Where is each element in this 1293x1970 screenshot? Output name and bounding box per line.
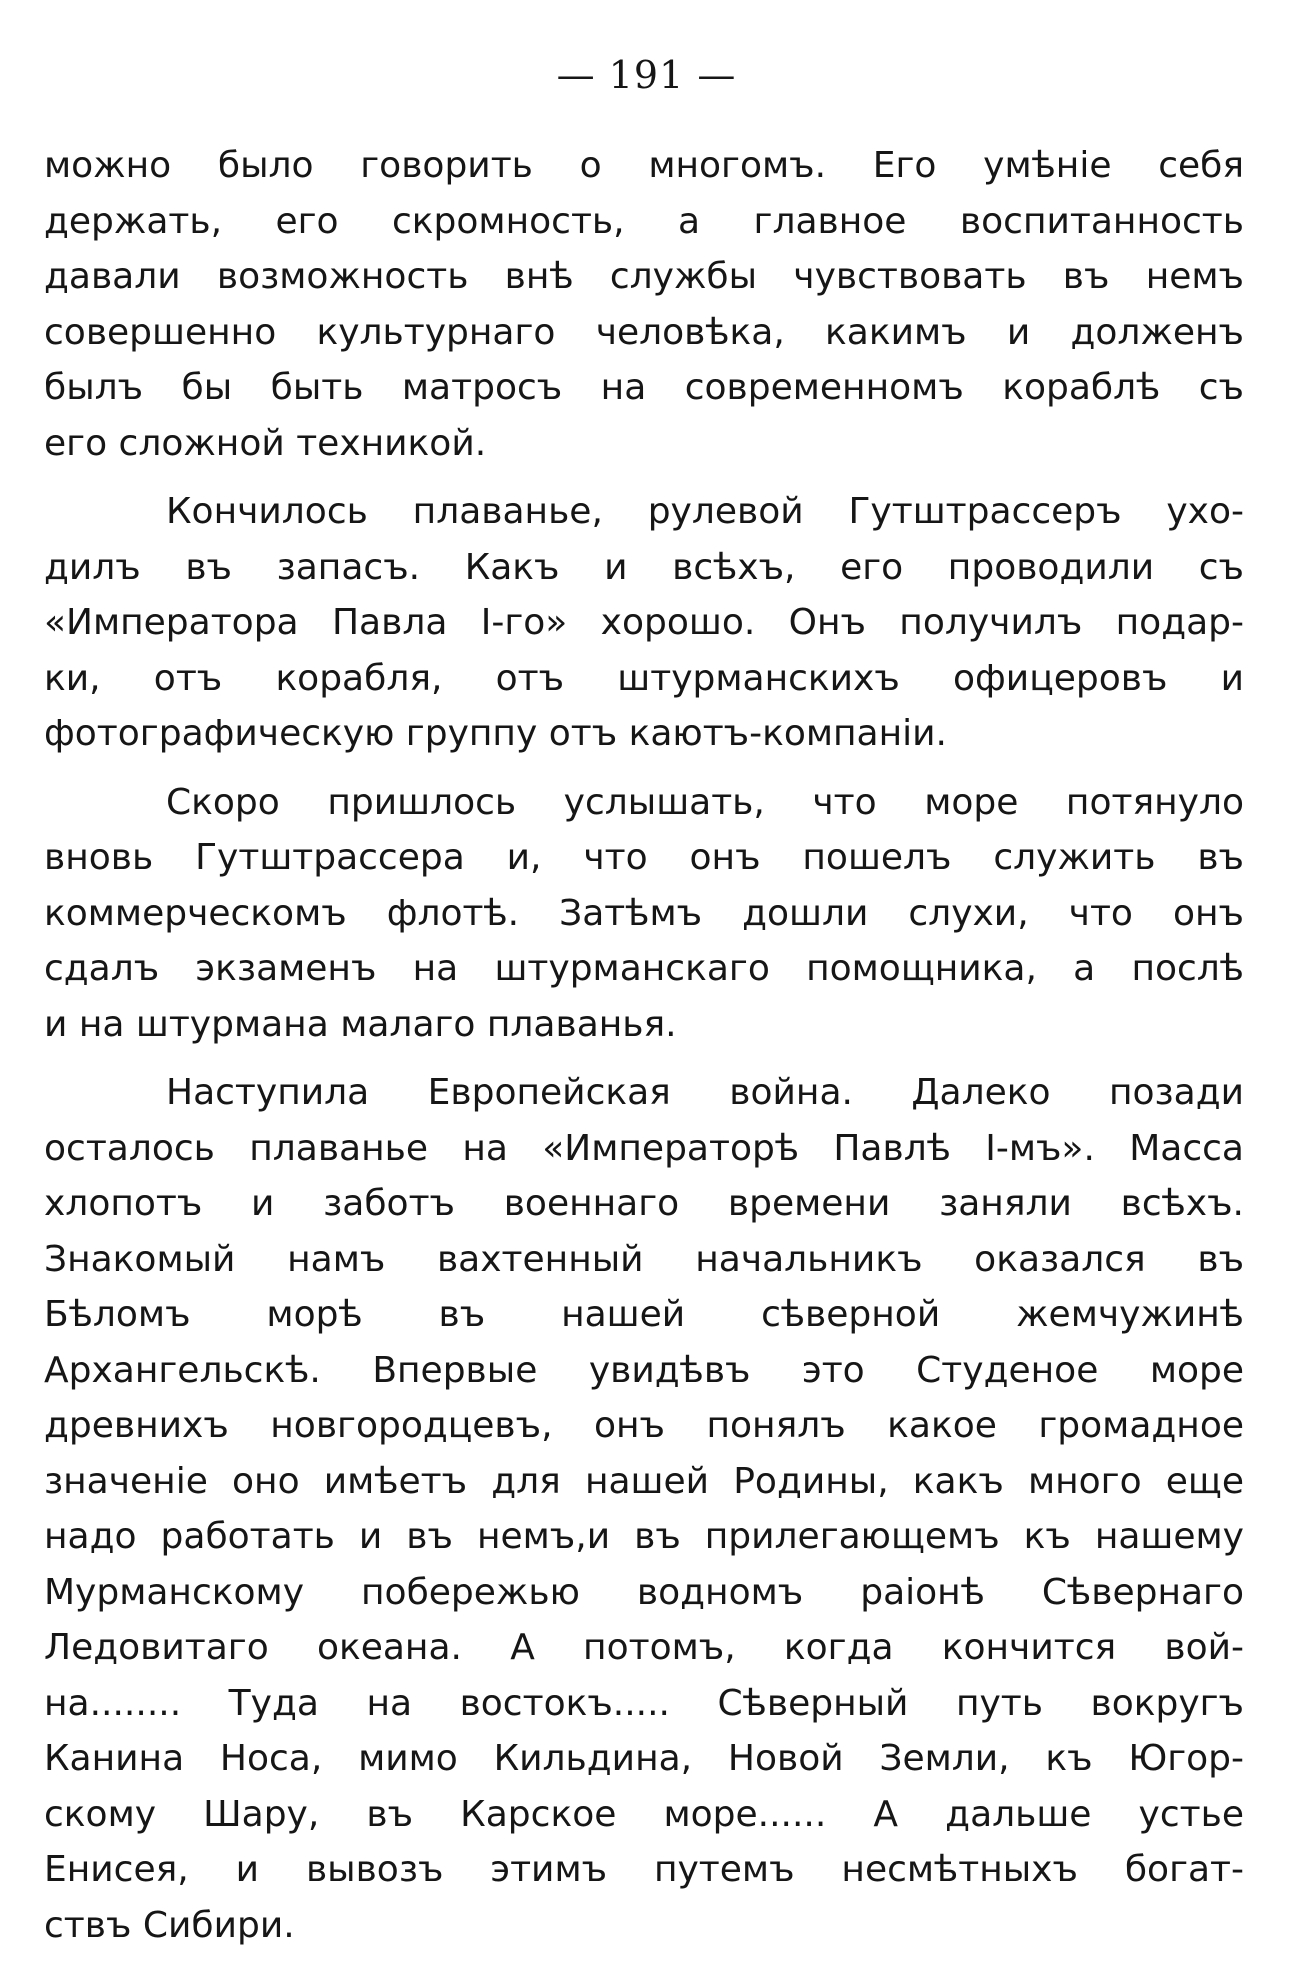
text-line: Скоро пришлось услышать, что море потянуло (166, 781, 1244, 823)
text-line: Наступила Европейская война. Далеко позади (166, 1072, 1244, 1113)
text-line: на........ Туда на востокъ..... Сѣверный путь вокругъ (44, 1682, 1244, 1724)
text-line: осталось плаванье на «Императорѣ Павлѣ І-мъ». Масса (44, 1127, 1244, 1169)
text-line: дилъ въ запасъ. Какъ и всѣхъ, его проводили съ (44, 546, 1244, 588)
paragraph-2 (44, 484, 1244, 762)
paragraph-gap (44, 471, 1244, 484)
text-line: надо работать и въ немъ,и въ прилегающемъ къ нашему (44, 1516, 1244, 1557)
text-line: Знакомый намъ вахтенный начальникъ оказался въ (44, 1238, 1244, 1280)
paragraph-gap (44, 1052, 1244, 1065)
paragraph-3 (44, 775, 1244, 1053)
text-line: вновь Гутштрассера и, что онъ пошелъ служить въ (44, 837, 1244, 878)
text-line: «Императора Павла І-го» хорошо. Онъ получилъ подар- (44, 602, 1244, 643)
paragraph-1 (44, 138, 1244, 471)
text-line: ствъ Сибири. (44, 1904, 295, 1946)
body-text (44, 138, 1244, 1953)
text-line: совершенно культурнаго человѣка, какимъ и долженъ (44, 311, 1244, 353)
text-line: былъ бы быть матросъ на современномъ кораблѣ съ (44, 367, 1244, 408)
text-line: давали возможность внѣ службы чувствовать въ немъ (44, 256, 1244, 297)
text-line: Бѣломъ морѣ въ нашей сѣверной жемчужинѣ (44, 1294, 1244, 1335)
text-line: сдалъ экзаменъ на штурманскаго помощника, а послѣ (44, 948, 1244, 989)
text-line: можно было говорить о многомъ. Его умѣніе себя (44, 145, 1244, 186)
paragraph-gap (44, 762, 1244, 775)
text-line: Кончилось плаванье, рулевой Гутштрассеръ ухо- (166, 491, 1244, 532)
text-line: Мурманскому побережью водномъ раіонѣ Сѣвернаго (44, 1571, 1244, 1613)
text-line: его сложной техникой. (44, 422, 487, 464)
text-line: фотографическую группу отъ каютъ-компаніи. (44, 713, 947, 754)
text-line: коммерческомъ флотѣ. Затѣмъ дошли слухи, что онъ (44, 892, 1244, 934)
text-line: и на штурмана малаго плаванья. (44, 1003, 677, 1045)
text-line: Ледовитаго океана. А потомъ, когда кончится вой- (44, 1627, 1244, 1668)
text-line: ки, отъ корабля, отъ штурманскихъ офицеровъ и (44, 657, 1244, 699)
page-number: — 191 — (556, 53, 737, 97)
text-line: Архангельскѣ. Впервые увидѣвъ это Студеное море (44, 1349, 1244, 1391)
paragraph-4 (44, 1065, 1244, 1953)
text-line: скому Шару, въ Карское море...... А дальше устье (44, 1793, 1244, 1835)
text-line: древнихъ новгородцевъ, онъ понялъ какое громадное (44, 1405, 1244, 1446)
text-line: Канина Носа, мимо Кильдина, Новой Земли, къ Югор- (44, 1738, 1244, 1779)
text-line: держать, его скромность, а главное воспитанность (44, 200, 1244, 242)
text-line: хлопотъ и заботъ военнаго времени заняли всѣхъ. (44, 1183, 1244, 1224)
text-line: значеніе оно имѣетъ для нашей Родины, какъ много еще (44, 1460, 1244, 1502)
text-line: Енисея, и вывозъ этимъ путемъ несмѣтныхъ богат- (44, 1849, 1244, 1890)
